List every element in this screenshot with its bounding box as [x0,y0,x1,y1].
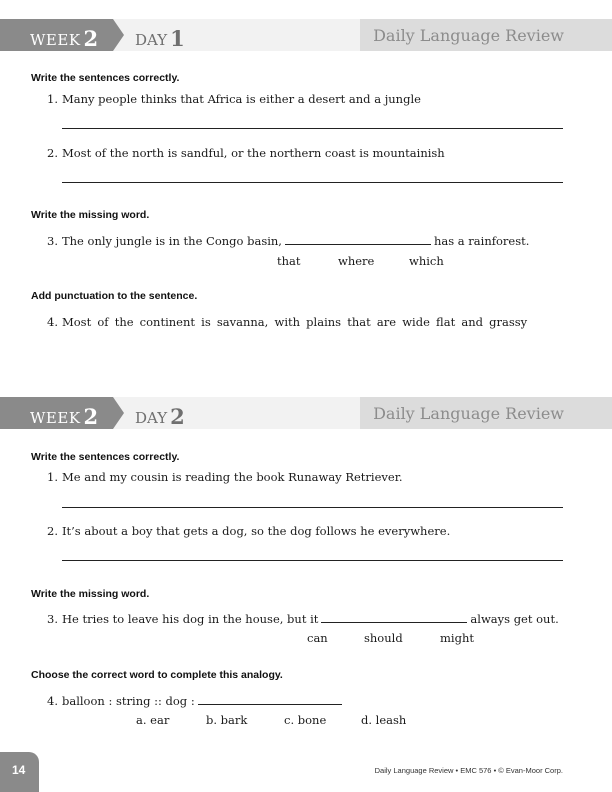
instruction-heading: Write the sentences correctly. [31,451,180,463]
day-label: DAY 1 [135,26,185,51]
answer-line [62,128,563,129]
page-number: 14 [12,763,26,777]
page-number-tab [0,752,39,792]
answer-choice: c. bone [284,713,327,727]
analogy-item: 4. balloon : string :: dog : [47,694,345,708]
week-number: 2 [83,26,99,51]
day-label: DAY 2 [135,404,185,429]
answer-choice: a. ear [136,713,170,727]
banner-title: Daily Language Review [373,404,564,423]
fill-in-item: 3. The only jungle is in the Congo basin, has a rainforest. [47,234,530,248]
exercise-item: 2. Most of the north is sandful, or the northern coast is mountainish [47,146,445,160]
instruction-heading: Add punctuation to the sentence. [31,290,198,302]
week-number: 2 [83,404,99,429]
answer-choice: b. bark [206,713,248,727]
exercise-item: 1. Me and my cousin is reading the book Runaway Retriever. [47,470,403,484]
answer-line [62,182,563,183]
instruction-heading: Choose the correct word to complete this analogy. [31,669,283,681]
day2-header-banner [0,397,612,429]
exercise-item: 2. It’s about a boy that gets a dog, so the dog follows he everywhere. [47,524,451,538]
week-label: WEEK 2 [30,404,99,429]
fill-in-blank[interactable] [198,694,342,705]
instruction-heading: Write the missing word. [31,209,150,221]
day1-header-banner [0,19,612,51]
fill-in-item: 3. He tries to leave his dog in the house, but it always get out. [47,612,559,626]
answer-choice: d. leash [361,713,407,727]
word-option: might [440,631,474,645]
word-option: which [409,254,444,268]
exercise-item: 4. Most of the continent is savanna, with plains that are wide flat and grassy [47,315,528,329]
word-option: can [307,631,328,645]
instruction-heading: Write the sentences correctly. [31,72,180,84]
word-option: where [338,254,375,268]
word-option: that [277,254,301,268]
answer-line [62,560,563,561]
footer-credit: Daily Language Review • EMC 576 • © Evan-Moor Corp. [374,766,563,775]
fill-in-blank[interactable] [285,234,431,245]
word-option: should [364,631,403,645]
fill-in-blank[interactable] [321,612,467,623]
day-number: 2 [170,404,185,429]
day-number: 1 [170,26,185,51]
banner-title: Daily Language Review [373,26,564,45]
answer-line [62,507,563,508]
instruction-heading: Write the missing word. [31,588,150,600]
exercise-item: 1. Many people thinks that Africa is either a desert and a jungle [47,92,421,106]
week-label: WEEK 2 [30,26,99,51]
